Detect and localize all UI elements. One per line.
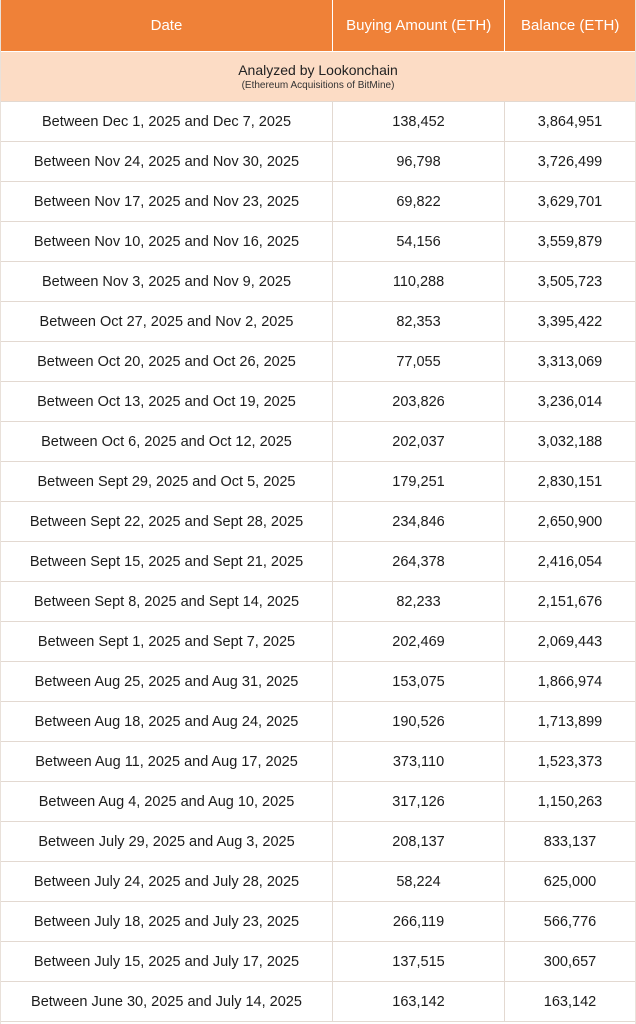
balance-cell: 566,776 bbox=[543, 913, 597, 930]
table-row bbox=[1, 102, 635, 142]
table-row bbox=[1, 702, 635, 742]
date-cell: Between Sept 29, 2025 and Oct 5, 2025 bbox=[1, 462, 333, 501]
table-row bbox=[1, 182, 635, 222]
date-cell: Between Sept 22, 2025 and Sept 28, 2025 bbox=[1, 502, 333, 541]
table-row bbox=[1, 822, 635, 862]
date-cell: Between Nov 10, 2025 and Nov 16, 2025 bbox=[1, 222, 333, 261]
table-row bbox=[1, 782, 635, 822]
table-row bbox=[1, 582, 635, 622]
balance-cell: 3,726,499 bbox=[537, 153, 603, 170]
table-row bbox=[1, 422, 635, 462]
date-cell: Between June 30, 2025 and July 14, 2025 bbox=[1, 982, 333, 1021]
table-row bbox=[1, 942, 635, 982]
amount-cell: 203,826 bbox=[333, 382, 505, 421]
date-cell: Between Aug 4, 2025 and Aug 10, 2025 bbox=[1, 782, 333, 821]
date-cell: Between Sept 1, 2025 and Sept 7, 2025 bbox=[1, 622, 333, 661]
table-row bbox=[1, 622, 635, 662]
amount-cell: 208,137 bbox=[333, 822, 505, 861]
amount-cell: 179,251 bbox=[333, 462, 505, 501]
date-cell: Between Nov 24, 2025 and Nov 30, 2025 bbox=[1, 142, 333, 181]
balance-cell: 3,505,723 bbox=[537, 273, 603, 290]
amount-cell: 317,126 bbox=[333, 782, 505, 821]
balance-cell: 163,142 bbox=[543, 993, 597, 1010]
amount-cell: 264,378 bbox=[333, 542, 505, 581]
date-cell: Between Nov 17, 2025 and Nov 23, 2025 bbox=[1, 182, 333, 221]
balance-cell: 3,313,069 bbox=[537, 353, 603, 370]
balance-cell: 2,416,054 bbox=[537, 553, 603, 570]
date-cell: Between Dec 1, 2025 and Dec 7, 2025 bbox=[1, 102, 333, 141]
table-row bbox=[1, 862, 635, 902]
amount-cell: 234,846 bbox=[333, 502, 505, 541]
date-cell: Between Aug 25, 2025 and Aug 31, 2025 bbox=[1, 662, 333, 701]
balance-cell: 1,866,974 bbox=[537, 673, 603, 690]
date-cell: Between Oct 27, 2025 and Nov 2, 2025 bbox=[1, 302, 333, 341]
table-header bbox=[1, 0, 635, 51]
table-row bbox=[1, 462, 635, 502]
table-row bbox=[1, 302, 635, 342]
balance-cell: 300,657 bbox=[543, 953, 597, 970]
banner-title: Analyzed by Lookonchain bbox=[238, 61, 398, 78]
date-cell: Between Sept 15, 2025 and Sept 21, 2025 bbox=[1, 542, 333, 581]
table-body bbox=[1, 102, 635, 1022]
amount-cell: 138,452 bbox=[333, 102, 505, 141]
source-banner bbox=[1, 51, 635, 102]
balance-cell: 2,151,676 bbox=[537, 593, 603, 610]
amount-cell: 202,469 bbox=[333, 622, 505, 661]
date-cell: Between Oct 6, 2025 and Oct 12, 2025 bbox=[1, 422, 333, 461]
date-cell: Between Aug 18, 2025 and Aug 24, 2025 bbox=[1, 702, 333, 741]
balance-cell: 1,150,263 bbox=[537, 793, 603, 810]
balance-cell: 3,629,701 bbox=[537, 193, 603, 210]
balance-cell: 1,523,373 bbox=[537, 753, 603, 770]
table-row bbox=[1, 262, 635, 302]
table-row bbox=[1, 222, 635, 262]
amount-cell: 69,822 bbox=[333, 182, 505, 221]
amount-cell: 54,156 bbox=[333, 222, 505, 261]
balance-cell: 3,864,951 bbox=[537, 113, 603, 130]
amount-cell: 202,037 bbox=[333, 422, 505, 461]
amount-cell: 190,526 bbox=[333, 702, 505, 741]
balance-cell: 3,559,879 bbox=[537, 233, 603, 250]
header-buying-amount: Buying Amount (ETH) bbox=[333, 0, 505, 51]
balance-cell: 2,650,900 bbox=[537, 513, 603, 530]
date-cell: Between July 24, 2025 and July 28, 2025 bbox=[1, 862, 333, 901]
table-row bbox=[1, 542, 635, 582]
amount-cell: 163,142 bbox=[333, 982, 505, 1021]
date-cell: Between Sept 8, 2025 and Sept 14, 2025 bbox=[1, 582, 333, 621]
banner-subtitle: (Ethereum Acquisitions of BitMine) bbox=[241, 79, 395, 91]
table-row bbox=[1, 382, 635, 422]
date-cell: Between Oct 20, 2025 and Oct 26, 2025 bbox=[1, 342, 333, 381]
table-row bbox=[1, 342, 635, 382]
table-row bbox=[1, 982, 635, 1022]
date-cell: Between July 18, 2025 and July 23, 2025 bbox=[1, 902, 333, 941]
table-row bbox=[1, 662, 635, 702]
amount-cell: 58,224 bbox=[333, 862, 505, 901]
date-cell: Between July 15, 2025 and July 17, 2025 bbox=[1, 942, 333, 981]
amount-cell: 266,119 bbox=[333, 902, 505, 941]
balance-cell: 2,830,151 bbox=[537, 473, 603, 490]
date-cell: Between Aug 11, 2025 and Aug 17, 2025 bbox=[1, 742, 333, 781]
amount-cell: 153,075 bbox=[333, 662, 505, 701]
amount-cell: 110,288 bbox=[333, 262, 505, 301]
header-balance: Balance (ETH) bbox=[521, 17, 620, 34]
balance-cell: 3,236,014 bbox=[537, 393, 603, 410]
amount-cell: 373,110 bbox=[333, 742, 505, 781]
date-cell: Between Oct 13, 2025 and Oct 19, 2025 bbox=[1, 382, 333, 421]
balance-cell: 3,395,422 bbox=[537, 313, 603, 330]
amount-cell: 96,798 bbox=[333, 142, 505, 181]
table-row bbox=[1, 742, 635, 782]
table-row bbox=[1, 502, 635, 542]
amount-cell: 77,055 bbox=[333, 342, 505, 381]
balance-cell: 625,000 bbox=[543, 873, 597, 890]
table-row bbox=[1, 902, 635, 942]
date-cell: Between July 29, 2025 and Aug 3, 2025 bbox=[1, 822, 333, 861]
balance-cell: 2,069,443 bbox=[537, 633, 603, 650]
header-date: Date bbox=[1, 0, 333, 51]
amount-cell: 137,515 bbox=[333, 942, 505, 981]
amount-cell: 82,353 bbox=[333, 302, 505, 341]
balance-cell: 833,137 bbox=[543, 833, 597, 850]
date-cell: Between Nov 3, 2025 and Nov 9, 2025 bbox=[1, 262, 333, 301]
balance-cell: 3,032,188 bbox=[537, 433, 603, 450]
table-row bbox=[1, 142, 635, 182]
balance-cell: 1,713,899 bbox=[537, 713, 603, 730]
amount-cell: 82,233 bbox=[333, 582, 505, 621]
